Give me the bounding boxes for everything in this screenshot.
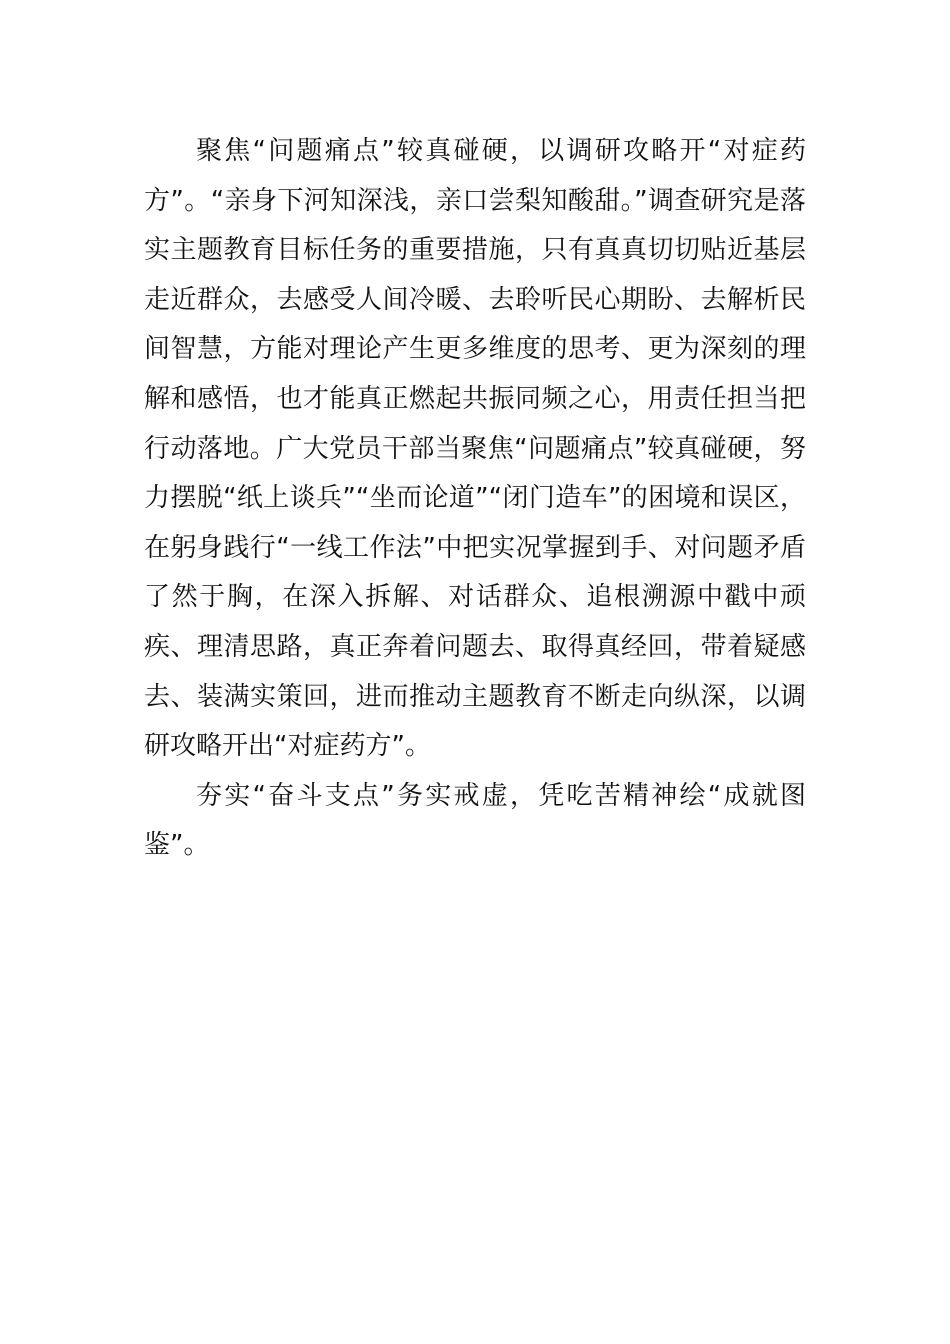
document-body — [144, 127, 806, 871]
paragraph-struggle-pivot: 夯实“奋斗支点”务实戒虚，凭吃苦精神绘“成就图鉴”。 — [144, 780, 806, 861]
paragraph-research-approach: 聚焦“问题痛点”较真碰硬，以调研攻略开“对症药方”。“亲身下河知深浅，亲口尝梨知酸甜。”调查研究是落实主题教育目标任务的重要措施，只有真真切切贴近基层走近群众，去感受人间冷暖、去聆听民心期盼、去解析民间智慧，方能对理论产生更多维度的思考、更为深刻的理解和感悟，也才能真正燃起共振同频之心，用责任担当把行动落地。广大党员干部当聚焦“问题痛点”较真碰硬，努力摆脱“纸上谈兵”“坐而论道”“闭门造车”的困境和误区，在躬身践行“一线工作法”中把实况掌握到手、对问题矛盾了然于胸，在深入拆解、对话群众、追根溯源中戳中顽疾、理清思路，真正奔着问题去、取得真经回，带着疑感去、装满实策回，进而推动主题教育不断走向纵深，以调研攻略开出“对症药方”。 — [144, 136, 806, 762]
